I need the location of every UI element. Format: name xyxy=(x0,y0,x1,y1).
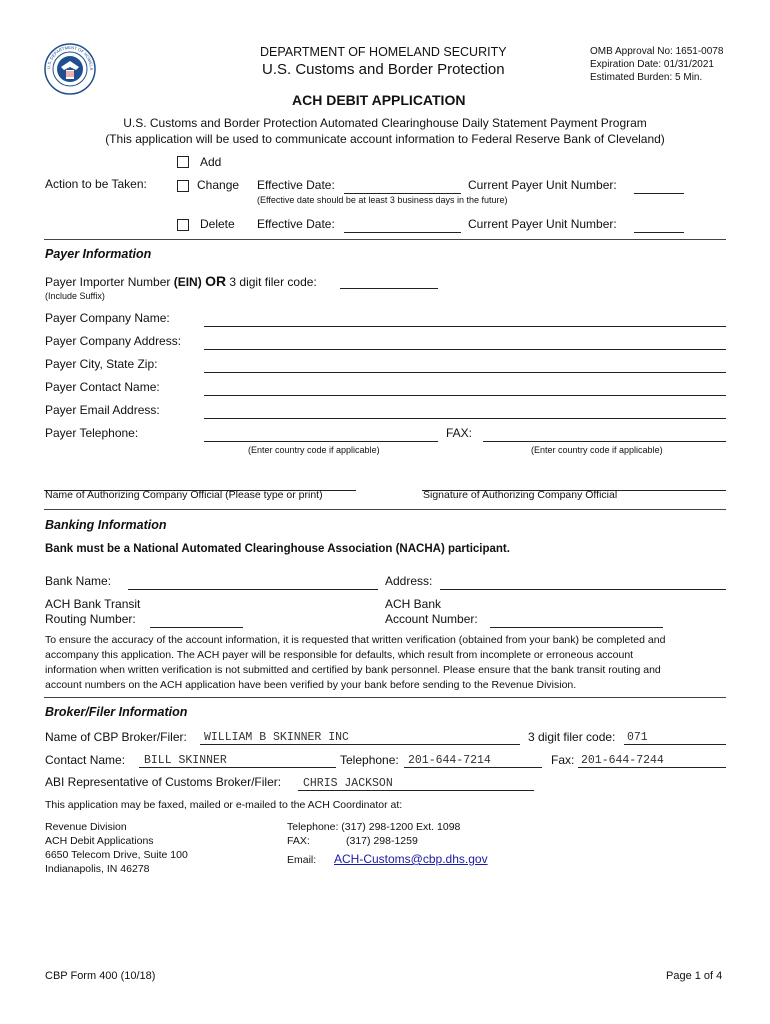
filer-code-value[interactable]: 071 xyxy=(627,731,648,744)
send-instructions: This application may be faxed, mailed or e-mailed to the ACH Coordinator at: xyxy=(45,799,403,811)
expiration-date: Expiration Date: 01/31/2021 xyxy=(590,59,714,70)
filer-code-label: 3 digit filer code: xyxy=(528,730,616,744)
broker-fax-line xyxy=(578,767,726,768)
nacha-requirement: Bank must be a National Automated Clearinghouse Association (NACHA) participant. xyxy=(45,543,510,555)
bank-address-label: Address: xyxy=(385,574,433,588)
coordinator-fax-value: (317) 298-1259 xyxy=(346,835,418,847)
coordinator-fax-label: FAX: xyxy=(287,835,310,847)
importer-number-field[interactable] xyxy=(340,274,438,289)
seal-text: U.S. DEPARTMENT OF HOMELA xyxy=(45,44,95,71)
include-suffix-note: (Include Suffix) xyxy=(45,291,105,301)
dhs-seal-logo xyxy=(44,43,96,95)
change-payer-unit-label: Current Payer Unit Number: xyxy=(468,178,617,192)
account-label-1: ACH Bank xyxy=(385,597,442,611)
company-name-field[interactable] xyxy=(204,312,726,327)
change-checkbox[interactable] xyxy=(177,180,189,192)
broker-fax-label: Fax: xyxy=(551,753,575,767)
divider-banking xyxy=(44,509,726,510)
dept-name: DEPARTMENT OF HOMELAND SECURITY xyxy=(260,45,507,59)
city-state-zip-field[interactable] xyxy=(204,358,726,373)
program-subtitle: U.S. Customs and Border Protection Automated Clearinghouse Daily Statement Payment Program xyxy=(123,116,647,130)
effective-date-note: (Effective date should be at least 3 business days in the future) xyxy=(257,195,508,205)
broker-telephone-value[interactable]: 201-644-7214 xyxy=(408,754,491,767)
action-label: Action to be Taken: xyxy=(45,177,147,191)
contact-value[interactable]: BILL SKINNER xyxy=(144,754,227,767)
broker-telephone-line xyxy=(404,767,542,768)
form-number: CBP Form 400 (10/18) xyxy=(45,970,156,982)
importer-label-a: Payer Importer Number xyxy=(45,275,174,289)
contact-label: Contact Name: xyxy=(45,753,126,767)
coordinator-email-link[interactable]: ACH-Customs@cbp.dhs.gov xyxy=(334,852,488,866)
broker-name-label: Name of CBP Broker/Filer: xyxy=(45,730,187,744)
delete-effective-date-field[interactable] xyxy=(344,218,461,233)
address-line: Indianapolis, IN 46278 xyxy=(45,863,150,875)
broker-fax-value[interactable]: 201-644-7244 xyxy=(581,754,664,767)
email-field[interactable] xyxy=(204,404,726,419)
importer-number-label xyxy=(45,273,317,289)
importer-label-b: 3 digit filer code: xyxy=(229,275,317,289)
official-signature-label: Signature of Authorizing Company Official xyxy=(423,489,618,501)
payer-section-heading: Payer Information xyxy=(45,247,152,261)
delete-checkbox[interactable] xyxy=(177,219,189,231)
contact-name-field[interactable] xyxy=(204,381,726,396)
bank-address-field[interactable] xyxy=(440,575,726,590)
delete-payer-unit-label: Current Payer Unit Number: xyxy=(468,217,617,231)
email-label: Payer Email Address: xyxy=(45,403,160,417)
fax-field[interactable] xyxy=(483,427,726,442)
banking-section-heading: Banking Information xyxy=(45,518,167,532)
abi-value[interactable]: CHRIS JACKSON xyxy=(303,777,393,790)
contact-name-label: Payer Contact Name: xyxy=(45,380,160,394)
form-title: ACH DEBIT APPLICATION xyxy=(292,92,466,108)
verification-paragraph xyxy=(45,633,735,693)
broker-name-value[interactable]: WILLIAM B SKINNER INC xyxy=(204,731,349,744)
routing-number-field[interactable] xyxy=(150,613,243,628)
fax-label: FAX: xyxy=(446,426,473,440)
change-label: Change xyxy=(197,178,240,192)
verification-line: accompany this application. The ACH payer will be responsible for defaults, which result from incomplete or erroneous account xyxy=(45,649,634,661)
verification-line: To ensure the accuracy of the account information, it is requested that written verification (obtained from your bank) be completed and xyxy=(45,634,666,646)
broker-section-heading: Broker/Filer Information xyxy=(45,705,188,719)
broker-telephone-label: Telephone: xyxy=(340,753,399,767)
divider-payer xyxy=(44,239,726,240)
change-effective-date-field[interactable] xyxy=(344,179,461,194)
bank-name-label: Bank Name: xyxy=(45,574,112,588)
program-note: (This application will be used to communicate account information to Federal Reserve Bank of Cleveland) xyxy=(105,132,665,146)
filer-code-line xyxy=(624,744,726,745)
delete-payer-unit-field[interactable] xyxy=(634,218,684,233)
telephone-field[interactable] xyxy=(204,427,438,442)
fax-country-note: (Enter country code if applicable) xyxy=(531,445,663,455)
omb-approval: OMB Approval No: 1651-0078 xyxy=(590,46,724,57)
address-line: 6650 Telecom Drive, Suite 100 xyxy=(45,849,188,861)
page-number: Page 1 of 4 xyxy=(666,970,723,982)
account-label-2: Account Number: xyxy=(385,612,478,626)
abi-label: ABI Representative of Customs Broker/Filer: xyxy=(45,775,282,789)
verification-line: information when written verification is not submitted and certified by bank personnel. Please ensure that the bank transit routing and xyxy=(45,664,661,676)
address-line: Revenue Division xyxy=(45,821,127,833)
delete-effective-date-label: Effective Date: xyxy=(257,217,335,231)
coordinator-email-label: Email: xyxy=(287,854,317,866)
telephone-country-note: (Enter country code if applicable) xyxy=(248,445,380,455)
company-address-label: Payer Company Address: xyxy=(45,334,182,348)
add-checkbox[interactable] xyxy=(177,156,189,168)
verification-line: account numbers on the ACH application have been verified by your bank before sending to the Revenue Division. xyxy=(45,679,577,691)
delete-label: Delete xyxy=(200,217,235,231)
estimated-burden: Estimated Burden: 5 Min. xyxy=(590,72,703,83)
broker-name-line xyxy=(200,744,520,745)
agency-name: U.S. Customs and Border Protection xyxy=(262,61,505,78)
account-number-field[interactable] xyxy=(490,613,663,628)
importer-label-ein: (EIN) xyxy=(173,275,202,289)
address-line: ACH Debit Applications xyxy=(45,835,154,847)
change-payer-unit-field[interactable] xyxy=(634,179,684,194)
transit-label-2: Routing Number: xyxy=(45,612,136,626)
city-state-zip-label: Payer City, State Zip: xyxy=(45,357,158,371)
change-effective-date-label: Effective Date: xyxy=(257,178,335,192)
bank-name-field[interactable] xyxy=(128,575,378,590)
add-label: Add xyxy=(200,155,222,169)
importer-label-or: OR xyxy=(205,273,227,289)
company-name-label: Payer Company Name: xyxy=(45,311,170,325)
abi-line xyxy=(298,790,534,791)
divider-broker xyxy=(44,697,726,698)
company-address-field[interactable] xyxy=(204,335,726,350)
transit-label-1: ACH Bank Transit xyxy=(45,597,141,611)
telephone-label: Payer Telephone: xyxy=(45,426,139,440)
coordinator-phone: Telephone: (317) 298-1200 Ext. 1098 xyxy=(287,821,461,833)
official-name-label: Name of Authorizing Company Official (Please type or print) xyxy=(45,489,323,501)
contact-line xyxy=(139,767,336,768)
